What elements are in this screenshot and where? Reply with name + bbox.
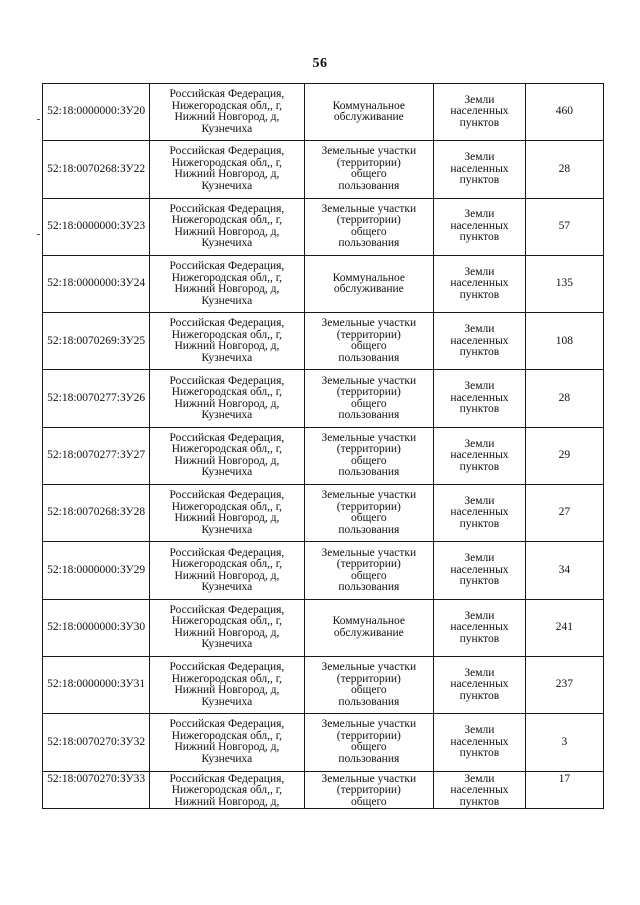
land-category-cell xyxy=(434,714,526,771)
table-row xyxy=(43,370,604,427)
permitted-use-line: (территории) xyxy=(336,500,401,513)
area-cell: 108 xyxy=(525,313,603,370)
permitted-use-line: (территории) xyxy=(336,328,401,341)
address-line: Нижегородская обл,, г, xyxy=(171,99,283,112)
address-line: Российская Федерация, xyxy=(169,260,285,273)
land-category-cell xyxy=(434,84,526,141)
address-cell xyxy=(150,599,304,656)
land-category-line: Земли xyxy=(464,93,495,106)
address-line: Нижний Новгород, д, xyxy=(174,340,280,353)
permitted-use-cell xyxy=(304,485,434,542)
address-cell xyxy=(150,198,304,255)
address-line: Кузнечиха xyxy=(201,581,253,594)
permitted-use-line: пользования xyxy=(338,466,400,479)
table-row xyxy=(43,198,604,255)
address-line: Кузнечиха xyxy=(201,752,253,765)
address-line: Кузнечиха xyxy=(201,179,253,192)
address-line: Российская Федерация, xyxy=(169,718,285,731)
area-cell: 27 xyxy=(525,485,603,542)
permitted-use-line: общего xyxy=(350,684,387,697)
table-row xyxy=(43,141,604,198)
area-cell: 34 xyxy=(525,542,603,599)
land-category-line: населенных xyxy=(450,219,509,232)
permitted-use-line: Земельные участки xyxy=(321,431,417,444)
land-category-line: населенных xyxy=(450,105,509,118)
cadastral-number-cell: 52:18:0070269:ЗУ25 xyxy=(43,313,150,370)
permitted-use-line: (территории) xyxy=(336,443,401,456)
land-category-line: пунктов xyxy=(459,288,500,301)
cadastral-number-cell: 52:18:0070277:ЗУ26 xyxy=(43,370,150,427)
permitted-use-line: пользования xyxy=(338,237,400,250)
page-number: 56 xyxy=(312,56,328,71)
address-cell xyxy=(150,370,304,427)
land-category-line: населенных xyxy=(450,449,509,462)
area-cell: 460 xyxy=(525,84,603,141)
land-category-line: пунктов xyxy=(459,460,500,473)
permitted-use-line: (территории) xyxy=(336,156,401,169)
cadastral-number-cell: 52:18:0000000:ЗУ24 xyxy=(43,255,150,312)
address-line: Российская Федерация, xyxy=(169,317,285,330)
permitted-use-line: общего xyxy=(350,397,387,410)
address-cell xyxy=(150,141,304,198)
table-row xyxy=(43,485,604,542)
land-category-line: пунктов xyxy=(459,231,500,244)
permitted-use-line: Земельные участки xyxy=(321,661,417,674)
address-line: Нижегородская обл,, г, xyxy=(171,328,283,341)
address-line: Кузнечиха xyxy=(201,122,253,135)
land-category-line: Земли xyxy=(464,151,495,164)
permitted-use-cell xyxy=(304,84,434,141)
land-category-cell xyxy=(434,771,526,809)
table-row xyxy=(43,542,604,599)
address-line: Кузнечиха xyxy=(201,523,253,536)
permitted-use-cell xyxy=(304,313,434,370)
address-cell xyxy=(150,427,304,484)
address-line: Кузнечиха xyxy=(201,695,253,708)
table-row xyxy=(43,84,604,141)
permitted-use-line: Земельные участки xyxy=(321,718,417,731)
land-category-line: населенных xyxy=(450,162,509,175)
table-row xyxy=(43,255,604,312)
area-cell: 241 xyxy=(525,599,603,656)
area-cell: 237 xyxy=(525,656,603,713)
permitted-use-line: Коммунальное xyxy=(332,99,406,112)
land-category-line: пунктов xyxy=(459,632,500,645)
permitted-use-line: общего xyxy=(350,225,387,238)
land-category-line: населенных xyxy=(450,784,509,797)
permitted-use-line: Коммунальное xyxy=(332,271,406,284)
land-category-cell xyxy=(434,370,526,427)
cadastral-number-cell: 52:18:0000000:ЗУ29 xyxy=(43,542,150,599)
table-row xyxy=(43,313,604,370)
land-category-cell xyxy=(434,599,526,656)
address-cell xyxy=(150,771,304,809)
cadastral-number-cell: 52:18:0070270:ЗУ32 xyxy=(43,714,150,771)
land-category-cell xyxy=(434,198,526,255)
address-line: Нижний Новгород, д, xyxy=(174,168,280,181)
land-category-line: пунктов xyxy=(459,795,500,808)
land-category-line: пунктов xyxy=(459,346,500,359)
land-parcel-table xyxy=(42,83,604,809)
land-category-line: населенных xyxy=(450,678,509,691)
land-category-line: Земли xyxy=(464,208,495,221)
address-line: Нижегородская обл,, г, xyxy=(171,214,283,227)
land-category-cell xyxy=(434,141,526,198)
land-category-line: Земли xyxy=(464,552,495,565)
permitted-use-line: Земельные участки xyxy=(321,546,417,559)
permitted-use-line: общего xyxy=(350,795,387,808)
area-cell: 17 xyxy=(525,771,603,809)
cadastral-number-cell: 52:18:0000000:ЗУ23 xyxy=(43,198,150,255)
area-cell: 29 xyxy=(525,427,603,484)
permitted-use-cell xyxy=(304,255,434,312)
address-line: Нижегородская обл,, г, xyxy=(171,784,283,797)
cadastral-number-cell: 52:18:0000000:ЗУ31 xyxy=(43,656,150,713)
land-category-line: населенных xyxy=(450,506,509,519)
address-line: Российская Федерация, xyxy=(169,603,285,616)
address-line: Нижегородская обл,, г, xyxy=(171,672,283,685)
permitted-use-line: общего xyxy=(350,340,387,353)
address-line: Кузнечиха xyxy=(201,237,253,250)
land-category-line: пунктов xyxy=(459,116,500,129)
address-line: Нижний Новгород, д, xyxy=(174,397,280,410)
permitted-use-cell xyxy=(304,656,434,713)
address-line: Нижегородская обл,, г, xyxy=(171,443,283,456)
permitted-use-line: Коммунальное xyxy=(332,615,406,628)
address-line: Российская Федерация, xyxy=(169,145,285,158)
permitted-use-line: Земельные участки xyxy=(321,374,417,387)
land-category-line: Земли xyxy=(464,772,495,785)
permitted-use-line: общего xyxy=(350,569,387,582)
cadastral-number-cell: 52:18:0000000:ЗУ30 xyxy=(43,599,150,656)
address-cell xyxy=(150,485,304,542)
permitted-use-line: Земельные участки xyxy=(321,202,417,215)
address-line: Нижний Новгород, д, xyxy=(174,741,280,754)
address-line: Кузнечиха xyxy=(201,466,253,479)
land-category-line: Земли xyxy=(464,494,495,507)
address-cell xyxy=(150,656,304,713)
land-category-cell xyxy=(434,427,526,484)
table-row xyxy=(43,771,604,809)
area-cell: 28 xyxy=(525,370,603,427)
permitted-use-line: (территории) xyxy=(336,214,401,227)
table-row xyxy=(43,427,604,484)
land-category-line: пунктов xyxy=(459,517,500,530)
area-cell: 57 xyxy=(525,198,603,255)
table-row xyxy=(43,599,604,656)
permitted-use-cell xyxy=(304,198,434,255)
permitted-use-line: пользования xyxy=(338,179,400,192)
land-category-line: Земли xyxy=(464,666,495,679)
address-line: Кузнечиха xyxy=(201,409,253,422)
address-line: Нижегородская обл,, г, xyxy=(171,729,283,742)
permitted-use-line: общего xyxy=(350,454,387,467)
permitted-use-line: (территории) xyxy=(336,558,401,571)
permitted-use-line: пользования xyxy=(338,351,400,364)
land-category-line: населенных xyxy=(450,391,509,404)
land-parcel-table-body xyxy=(43,84,604,809)
land-category-line: пунктов xyxy=(459,575,500,588)
land-category-line: Земли xyxy=(464,609,495,622)
permitted-use-line: пользования xyxy=(338,695,400,708)
land-category-cell xyxy=(434,656,526,713)
permitted-use-line: (территории) xyxy=(336,386,401,399)
address-line: Нижний Новгород, д, xyxy=(174,111,280,124)
address-line: Нижегородская обл,, г, xyxy=(171,500,283,513)
land-category-line: пунктов xyxy=(459,689,500,702)
address-cell xyxy=(150,255,304,312)
address-line: Нижегородская обл,, г, xyxy=(171,558,283,571)
address-line: Российская Федерация, xyxy=(169,546,285,559)
land-category-cell xyxy=(434,485,526,542)
address-line: Кузнечиха xyxy=(201,638,253,651)
permitted-use-cell xyxy=(304,714,434,771)
table-row xyxy=(43,656,604,713)
area-cell: 135 xyxy=(525,255,603,312)
permitted-use-line: пользования xyxy=(338,581,400,594)
address-line: Нижний Новгород, д, xyxy=(174,512,280,525)
cadastral-number-cell: 52:18:0070277:ЗУ27 xyxy=(43,427,150,484)
address-cell xyxy=(150,714,304,771)
land-category-line: населенных xyxy=(450,735,509,748)
address-line: Нижегородская обл,, г, xyxy=(171,615,283,628)
table-row xyxy=(43,714,604,771)
permitted-use-line: обслуживание xyxy=(333,283,404,296)
address-line: Российская Федерация, xyxy=(169,431,285,444)
land-category-cell xyxy=(434,542,526,599)
permitted-use-cell xyxy=(304,542,434,599)
land-category-cell xyxy=(434,313,526,370)
cadastral-number-cell: 52:18:0070268:ЗУ28 xyxy=(43,485,150,542)
address-line: Нижний Новгород, д, xyxy=(174,795,280,808)
land-category-line: населенных xyxy=(450,563,509,576)
address-cell xyxy=(150,542,304,599)
permitted-use-line: (территории) xyxy=(336,784,401,797)
permitted-use-cell xyxy=(304,370,434,427)
address-line: Кузнечиха xyxy=(201,351,253,364)
address-line: Кузнечиха xyxy=(201,294,253,307)
address-line: Нижний Новгород, д, xyxy=(174,283,280,296)
land-category-line: населенных xyxy=(450,621,509,634)
address-cell xyxy=(150,84,304,141)
permitted-use-line: пользования xyxy=(338,523,400,536)
land-category-line: Земли xyxy=(464,724,495,737)
address-line: Российская Федерация, xyxy=(169,374,285,387)
cadastral-number-cell: 52:18:0000000:ЗУ20 xyxy=(43,84,150,141)
permitted-use-line: общего xyxy=(350,512,387,525)
land-category-line: пунктов xyxy=(459,174,500,187)
permitted-use-line: общего xyxy=(350,168,387,181)
area-cell: 28 xyxy=(525,141,603,198)
land-category-cell xyxy=(434,255,526,312)
permitted-use-line: пользования xyxy=(338,752,400,765)
permitted-use-line: пользования xyxy=(338,409,400,422)
permitted-use-line: Земельные участки xyxy=(321,772,417,785)
address-line: Нижний Новгород, д, xyxy=(174,569,280,582)
address-line: Российская Федерация, xyxy=(169,202,285,215)
permitted-use-line: (территории) xyxy=(336,672,401,685)
land-category-line: Земли xyxy=(464,323,495,336)
address-line: Нижний Новгород, д, xyxy=(174,454,280,467)
cadastral-number-cell: 52:18:0070270:ЗУ33 xyxy=(43,771,150,809)
address-line: Нижний Новгород, д, xyxy=(174,684,280,697)
permitted-use-cell xyxy=(304,141,434,198)
area-cell: 3 xyxy=(525,714,603,771)
margin-tick xyxy=(37,119,40,120)
permitted-use-line: Земельные участки xyxy=(321,489,417,502)
land-category-line: пунктов xyxy=(459,403,500,416)
cadastral-number-cell: 52:18:0070268:ЗУ22 xyxy=(43,141,150,198)
permitted-use-cell xyxy=(304,427,434,484)
margin-tick xyxy=(37,234,40,235)
address-line: Нижегородская обл,, г, xyxy=(171,271,283,284)
land-category-line: Земли xyxy=(464,437,495,450)
address-line: Российская Федерация, xyxy=(169,661,285,674)
land-category-line: пунктов xyxy=(459,747,500,760)
address-line: Нижний Новгород, д, xyxy=(174,225,280,238)
address-line: Российская Федерация, xyxy=(169,88,285,101)
address-cell xyxy=(150,313,304,370)
permitted-use-line: обслуживание xyxy=(333,626,404,639)
permitted-use-line: (территории) xyxy=(336,729,401,742)
land-category-line: Земли xyxy=(464,380,495,393)
address-line: Нижегородская обл,, г, xyxy=(171,386,283,399)
address-line: Нижегородская обл,, г, xyxy=(171,156,283,169)
address-line: Нижний Новгород, д, xyxy=(174,626,280,639)
address-line: Российская Федерация, xyxy=(169,772,285,785)
permitted-use-line: общего xyxy=(350,741,387,754)
permitted-use-line: Земельные участки xyxy=(321,145,417,158)
land-category-line: Земли xyxy=(464,265,495,278)
permitted-use-cell xyxy=(304,771,434,809)
address-line: Российская Федерация, xyxy=(169,489,285,502)
permitted-use-cell xyxy=(304,599,434,656)
permitted-use-line: Земельные участки xyxy=(321,317,417,330)
land-category-line: населенных xyxy=(450,334,509,347)
permitted-use-line: обслуживание xyxy=(333,111,404,124)
land-category-line: населенных xyxy=(450,277,509,290)
